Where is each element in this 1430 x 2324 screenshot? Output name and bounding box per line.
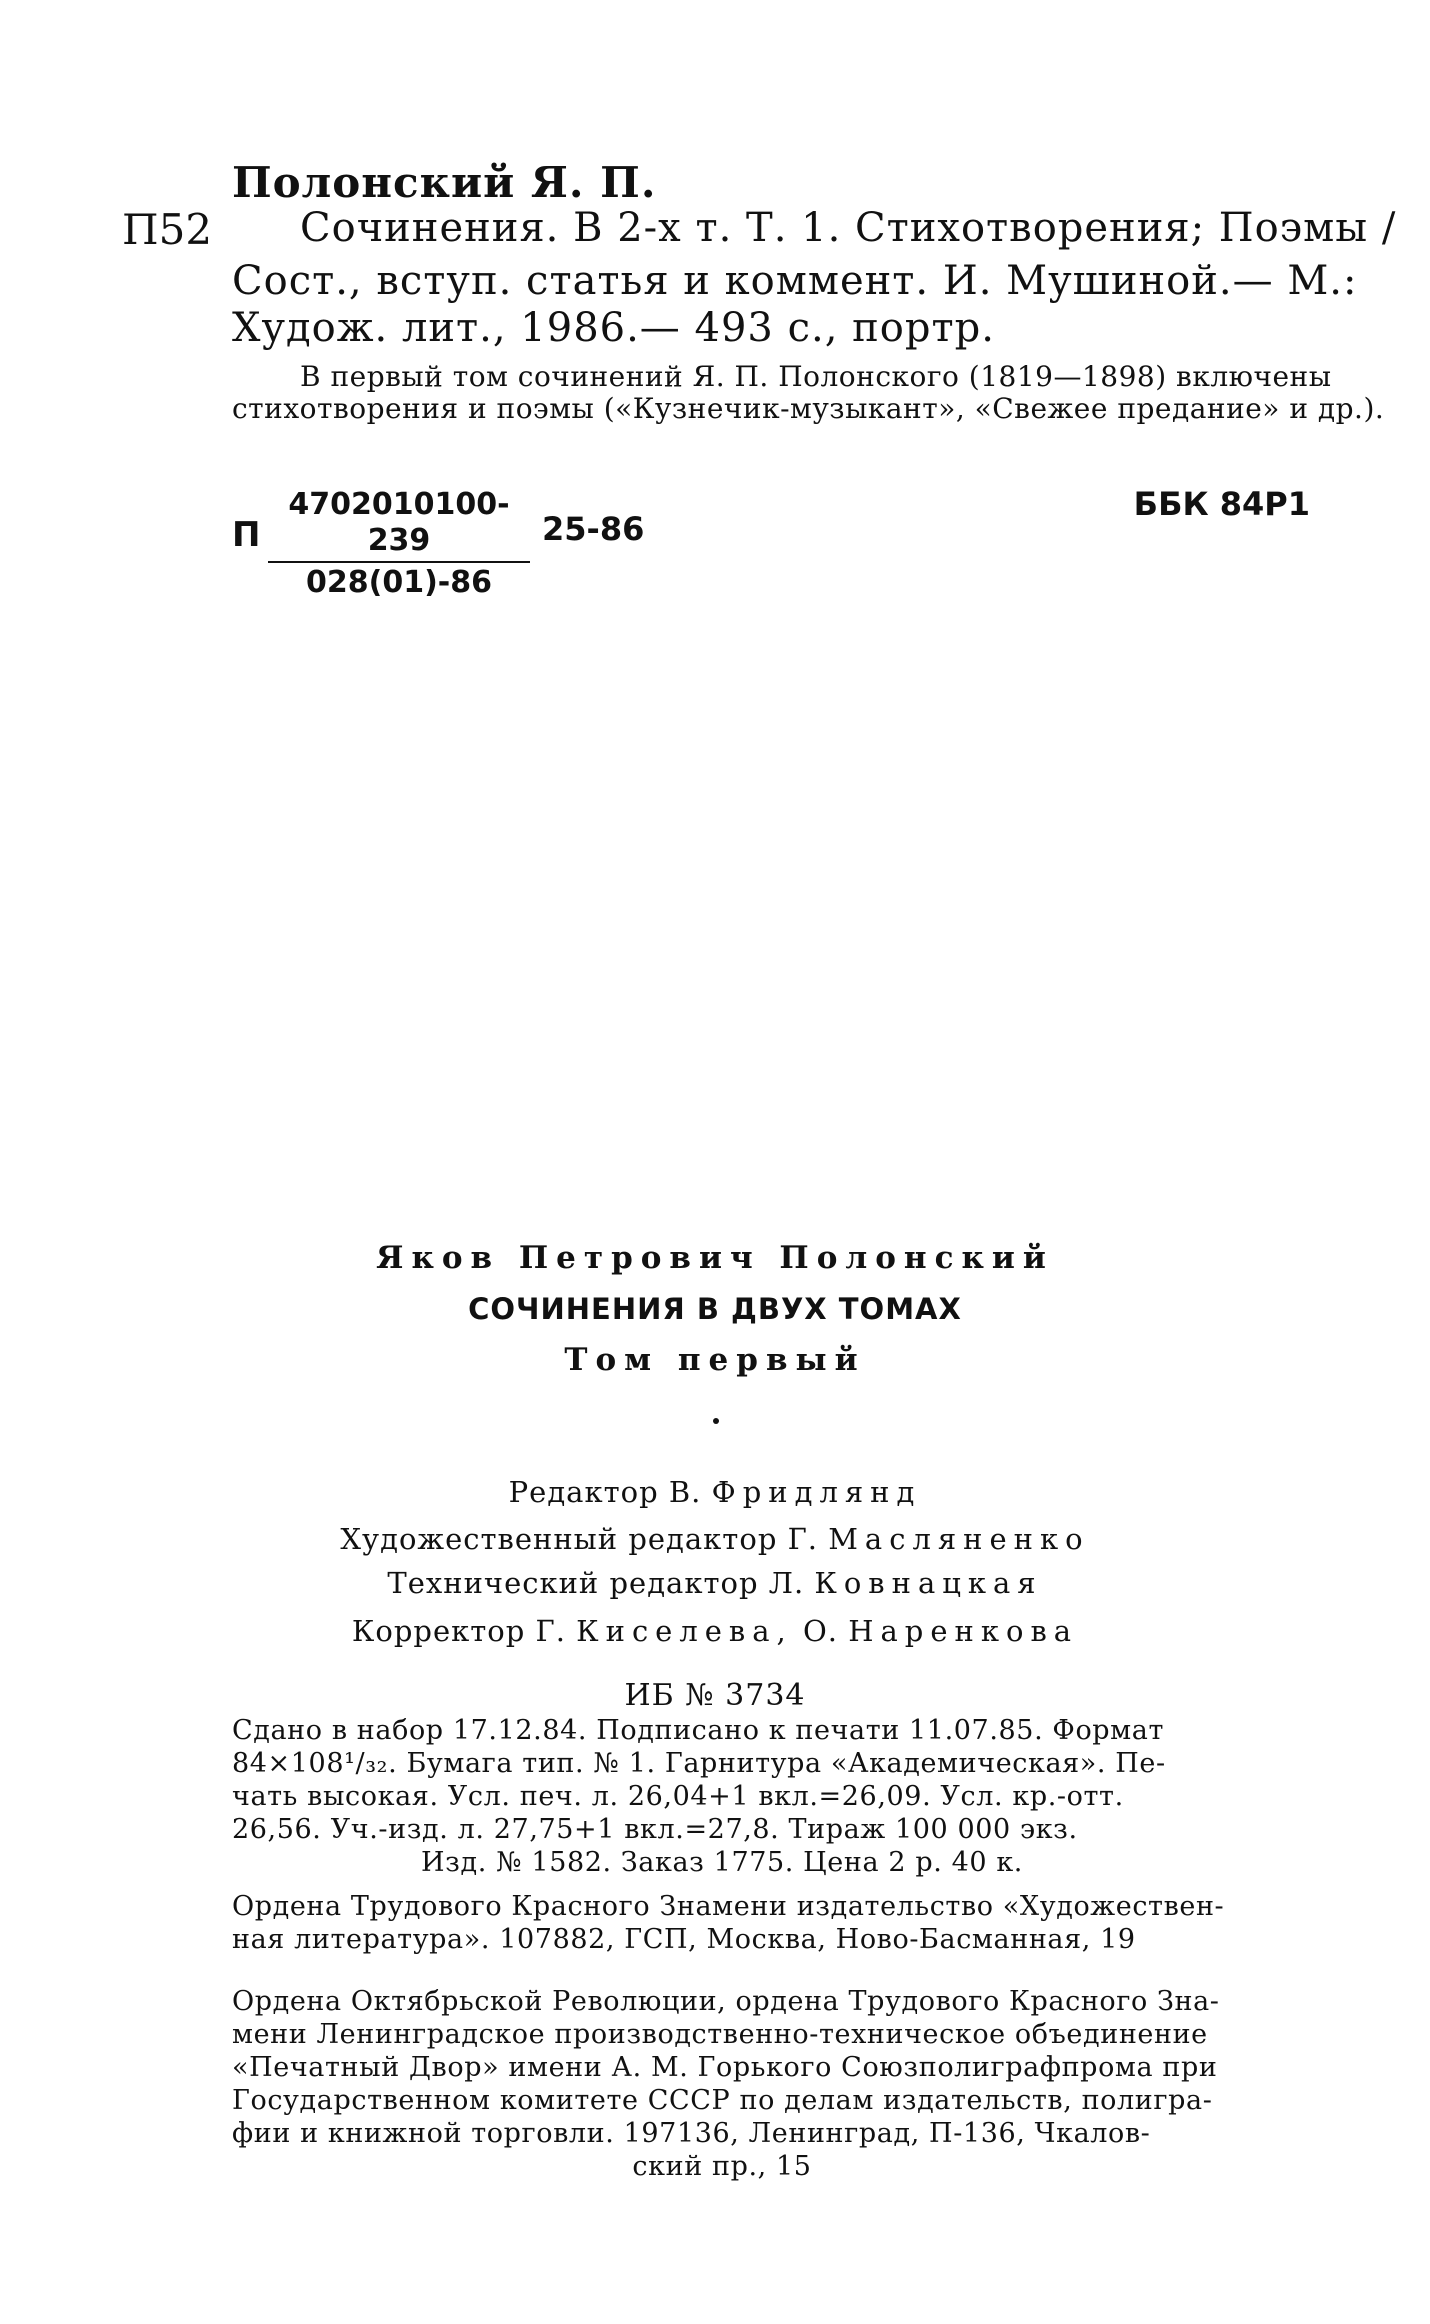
printer-line: ский пр., 15 [632,2151,812,2182]
bbk-code: ББК 84Р1 [1133,485,1310,523]
publisher-info [232,1890,1225,1956]
imprint-line: чать высокая. Усл. печ. л. 26,04+1 вкл.=26,09. Усл. кр.-отт. [232,1781,1124,1812]
fraction-bar [268,561,530,563]
bib-line-3: Худож. лит., 1986.— 493 с., портр. [232,305,995,351]
credit-initial: О. [803,1614,838,1648]
printer-line: Государственном комитете СССР по делам издательств, полигра- [232,2085,1213,2116]
credit-name: Киселева, [576,1614,793,1648]
index-letter: П [232,515,261,555]
imprint-line: Сдано в набор 17.12.84. Подписано к печати 11.07.85. Формат [232,1715,1165,1746]
printer-line: фии и книжной торговли. 197136, Ленинград, П-136, Чкалов- [232,2118,1151,2149]
volume-title: Том первый [564,1342,866,1378]
credit-name: Фридлянд [711,1475,922,1509]
credit-name: Масляненко [828,1522,1090,1556]
printer-line: мени Ленинградское производственно-техническое объединение [232,2019,1208,2050]
catalog-code: П52 [122,205,213,254]
author-full-name: Яков Петрович Полонский [376,1240,1054,1276]
annotation-line-2: стихотворения и поэмы («Кузнечик-музыкант», «Свежее предание» и др.). [232,392,1385,425]
imprint-line: 84×108¹/₃₂. Бумага тип. № 1. Гарнитура «Академическая». Пе- [232,1748,1166,1779]
index-denominator: 028(01)-86 [306,565,492,600]
index-tail: 25-86 [542,510,645,548]
index-fraction [268,487,530,601]
index-numerator: 4702010100-239 [288,487,510,558]
separator-dot [713,1418,719,1424]
credit-role: Художественный редактор Г. [340,1522,819,1556]
credit-name: Ковнацкая [814,1566,1043,1600]
credit-role: Корректор Г. [351,1614,566,1648]
publisher-line: Ордена Трудового Красного Знамени издательство «Художествен- [232,1891,1225,1922]
credit-editor [300,1475,1130,1509]
ib-number: ИБ № 3734 [624,1678,806,1713]
bib-line-1: Сочинения. В 2-х т. Т. 1. Стихотворения; Поэмы / [300,205,1397,251]
credit-corrector [300,1614,1130,1648]
annotation-line-1: В первый том сочинений Я. П. Полонского (1819—1898) включены [300,360,1332,393]
work-title: СОЧИНЕНИЯ В ДВУХ ТОМАХ [468,1292,962,1326]
imprint-line: 26,56. Уч.-изд. л. 27,75+1 вкл.=27,8. Тираж 100 000 экз. [232,1814,1078,1845]
printer-line: Ордена Октябрьской Революции, ордена Трудового Красного Зна- [232,1986,1220,2017]
bib-line-2: Сост., вступ. статья и коммент. И. Мушиной.— М.: [232,258,1358,304]
publisher-line: ная литература». 107882, ГСП, Москва, Ново-Басманная, 19 [232,1924,1136,1955]
credit-tech-editor [300,1566,1130,1600]
author-heading: Полонский Я. П. [232,158,657,207]
technical-imprint [232,1714,1212,1879]
credit-role: Редактор В. [508,1475,702,1509]
printer-info [232,1985,1220,2183]
credit-art-editor [300,1522,1130,1556]
credit-name: Наренкова [848,1614,1079,1648]
printer-line: «Печатный Двор» имени А. М. Горького Союзполиграфпрома при [232,2052,1218,2083]
credit-role: Технический редактор Л. [387,1566,805,1600]
imprint-line: Изд. № 1582. Заказ 1775. Цена 2 р. 40 к. [421,1847,1023,1878]
